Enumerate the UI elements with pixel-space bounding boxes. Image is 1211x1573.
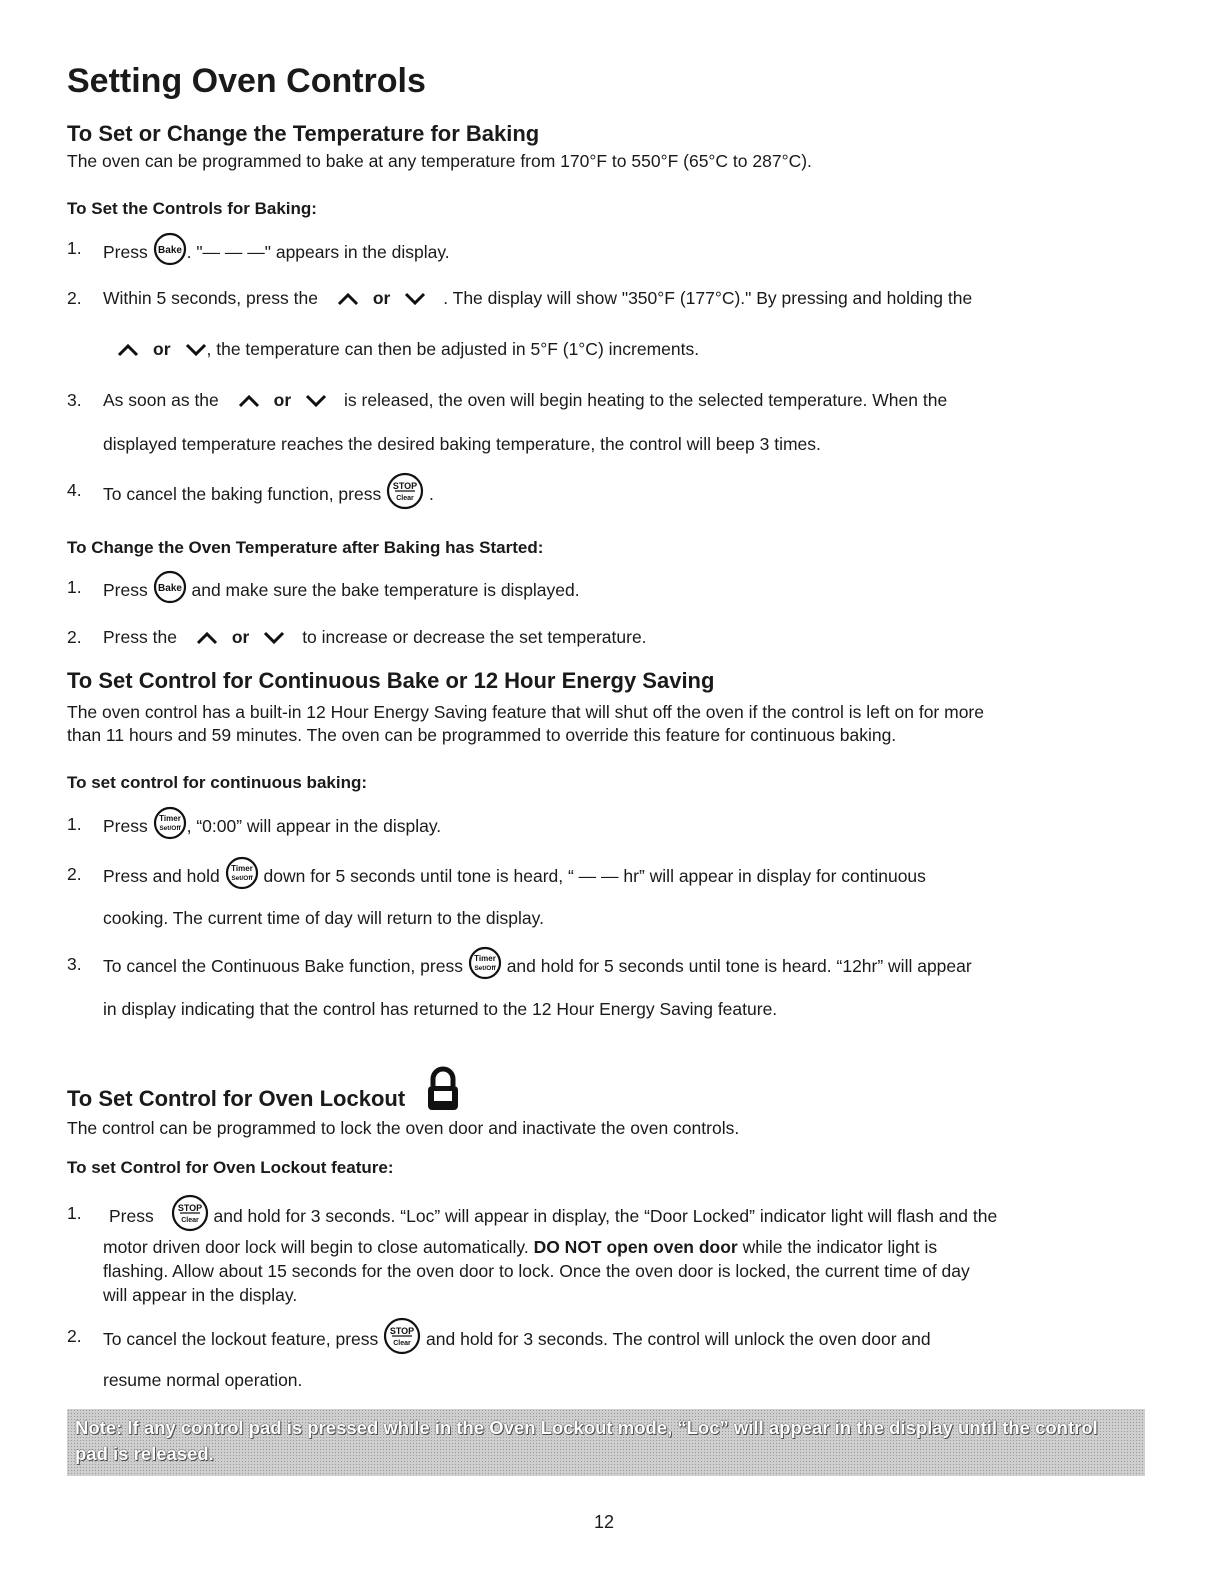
svg-text:Timer: Timer [230, 864, 253, 873]
section-intro: The oven can be programmed to bake at any temperature from 170°F to 550°F (65°C to 287°C). [67, 151, 812, 171]
down-arrow-icon [263, 629, 285, 643]
svg-text:STOP: STOP [392, 481, 418, 491]
svg-text:Clear: Clear [393, 1340, 411, 1347]
section-title-oven-lockout: To Set Control for Oven Lockout [67, 1074, 463, 1126]
step-text: Press STOP Clear and hold for 3 seconds. “Loc” will appear in display, the “Door Locked” indicator light will flash and the [109, 1196, 997, 1239]
step-number: 3. [67, 954, 82, 974]
subheading-set-controls: To Set the Controls for Baking: [67, 199, 317, 218]
step-number: 1. [67, 814, 82, 834]
step-text: To cancel the baking function, press STOP Clear . [103, 474, 434, 517]
stop-clear-pad-icon [383, 1317, 421, 1360]
timer-pad-icon [153, 806, 187, 845]
step-number: 4. [67, 480, 82, 500]
bake-pad-icon [153, 232, 187, 271]
step-number: 1. [67, 1203, 82, 1223]
step-number: 2. [67, 864, 82, 884]
section-title-continuous-bake: To Set Control for Continuous Bake or 12 Hour Energy Saving [67, 668, 715, 693]
stop-clear-pad-icon [171, 1194, 209, 1237]
svg-text:Bake: Bake [157, 245, 182, 256]
section-title-baking-temperature: To Set or Change the Temperature for Baking [67, 121, 540, 146]
svg-text:Bake: Bake [157, 583, 182, 594]
step-text-cont: motor driven door lock will begin to close automatically. DO NOT open oven door while the indicator light is [103, 1237, 938, 1257]
step-number: 1. [67, 238, 82, 258]
warning-text: DO NOT open oven door [533, 1237, 738, 1257]
up-arrow-icon [196, 629, 218, 643]
step-text-cont: flashing. Allow about 15 seconds for the oven door to lock. Once the oven door is locked, the current time of day [103, 1261, 970, 1281]
up-arrow-icon [117, 341, 139, 355]
svg-text:Clear: Clear [396, 495, 414, 502]
step-text-cont: in display indicating that the control has returned to the 12 Hour Energy Saving feature. [103, 999, 778, 1019]
subheading-continuous-baking: To set control for continuous baking: [67, 773, 368, 792]
section-intro: The control can be programmed to lock the oven door and inactivate the oven controls. [67, 1118, 740, 1138]
step-text: To cancel the Continuous Bake function, press Timer Set/Off and hold for 5 seconds until tone is heard. “12hr” will appear [103, 948, 972, 987]
down-arrow-icon [404, 290, 426, 304]
step-text-cont: or , the temperature can then be adjusted in 5°F (1°C) increments. [117, 339, 699, 360]
step-text-cont: cooking. The current time of day will return to the display. [103, 908, 544, 928]
subheading-change-temperature: To Change the Oven Temperature after Baking has Started: [67, 538, 544, 557]
bake-pad-icon [153, 570, 187, 609]
step-number: 1. [67, 577, 82, 597]
step-number: 2. [67, 288, 82, 308]
step-text-cont: resume normal operation. [103, 1370, 303, 1390]
timer-pad-icon [468, 946, 502, 985]
note-text: Note: If any control pad is pressed while in the Oven Lockout mode, “Loc” will appear in the display until the control pad is released. [75, 1417, 1098, 1464]
step-text: Press Bake . "— — —" appears in the display. [103, 234, 450, 273]
step-text: As soon as the or is released, the oven will begin heating to the selected temperature. When the [103, 390, 948, 410]
step-number: 2. [67, 1326, 82, 1346]
timer-pad-icon [225, 856, 259, 895]
svg-text:Clear: Clear [180, 1217, 199, 1224]
svg-text:Set/Off: Set/Off [230, 875, 253, 882]
svg-text:STOP: STOP [177, 1203, 202, 1213]
up-arrow-icon [238, 392, 260, 406]
step-text: Within 5 seconds, press the or . The display will show "350°F (177°C)." By pressing and holding the [103, 288, 973, 308]
up-arrow-icon [337, 290, 359, 304]
step-text-cont: will appear in the display. [103, 1285, 298, 1305]
svg-text:Timer: Timer [474, 954, 496, 963]
step-number: 3. [67, 390, 82, 410]
step-text: To cancel the lockout feature, press STOP Clear and hold for 3 seconds. The control will unlock the oven door and [103, 1319, 931, 1362]
subheading-lockout-feature: To set Control for Oven Lockout feature: [67, 1158, 394, 1177]
svg-text:Set/Off: Set/Off [158, 825, 181, 832]
svg-text:Timer: Timer [158, 814, 181, 823]
section-intro-cont: than 11 hours and 59 minutes. The oven can be programmed to override this feature for continuous baking. [67, 725, 897, 745]
page-title: Setting Oven Controls [67, 62, 426, 100]
page-number: 12 [594, 1512, 615, 1532]
step-number: 2. [67, 627, 82, 647]
svg-text:Set/Off: Set/Off [474, 965, 496, 972]
step-text: Press Bake and make sure the bake temperature is displayed. [103, 572, 580, 611]
step-text: Press and hold Timer Set/Off down for 5 seconds until tone is heard, “ — — hr” will appear in display for continuous [103, 858, 926, 897]
note-box [67, 1409, 1145, 1476]
down-arrow-icon [305, 392, 327, 406]
stop-clear-pad-icon [386, 472, 424, 515]
lock-icon [423, 1066, 463, 1118]
step-text: Press Timer Set/Off , “0:00” will appear in the display. [103, 808, 441, 847]
step-text-cont: displayed temperature reaches the desired baking temperature, the control will beep 3 times. [103, 434, 821, 454]
svg-text:STOP: STOP [390, 1326, 415, 1336]
section-intro: The oven control has a built-in 12 Hour Energy Saving feature that will shut off the oven if the control is left on for more [67, 702, 984, 722]
step-text: Press the or to increase or decrease the set temperature. [103, 627, 647, 647]
down-arrow-icon [185, 341, 207, 355]
